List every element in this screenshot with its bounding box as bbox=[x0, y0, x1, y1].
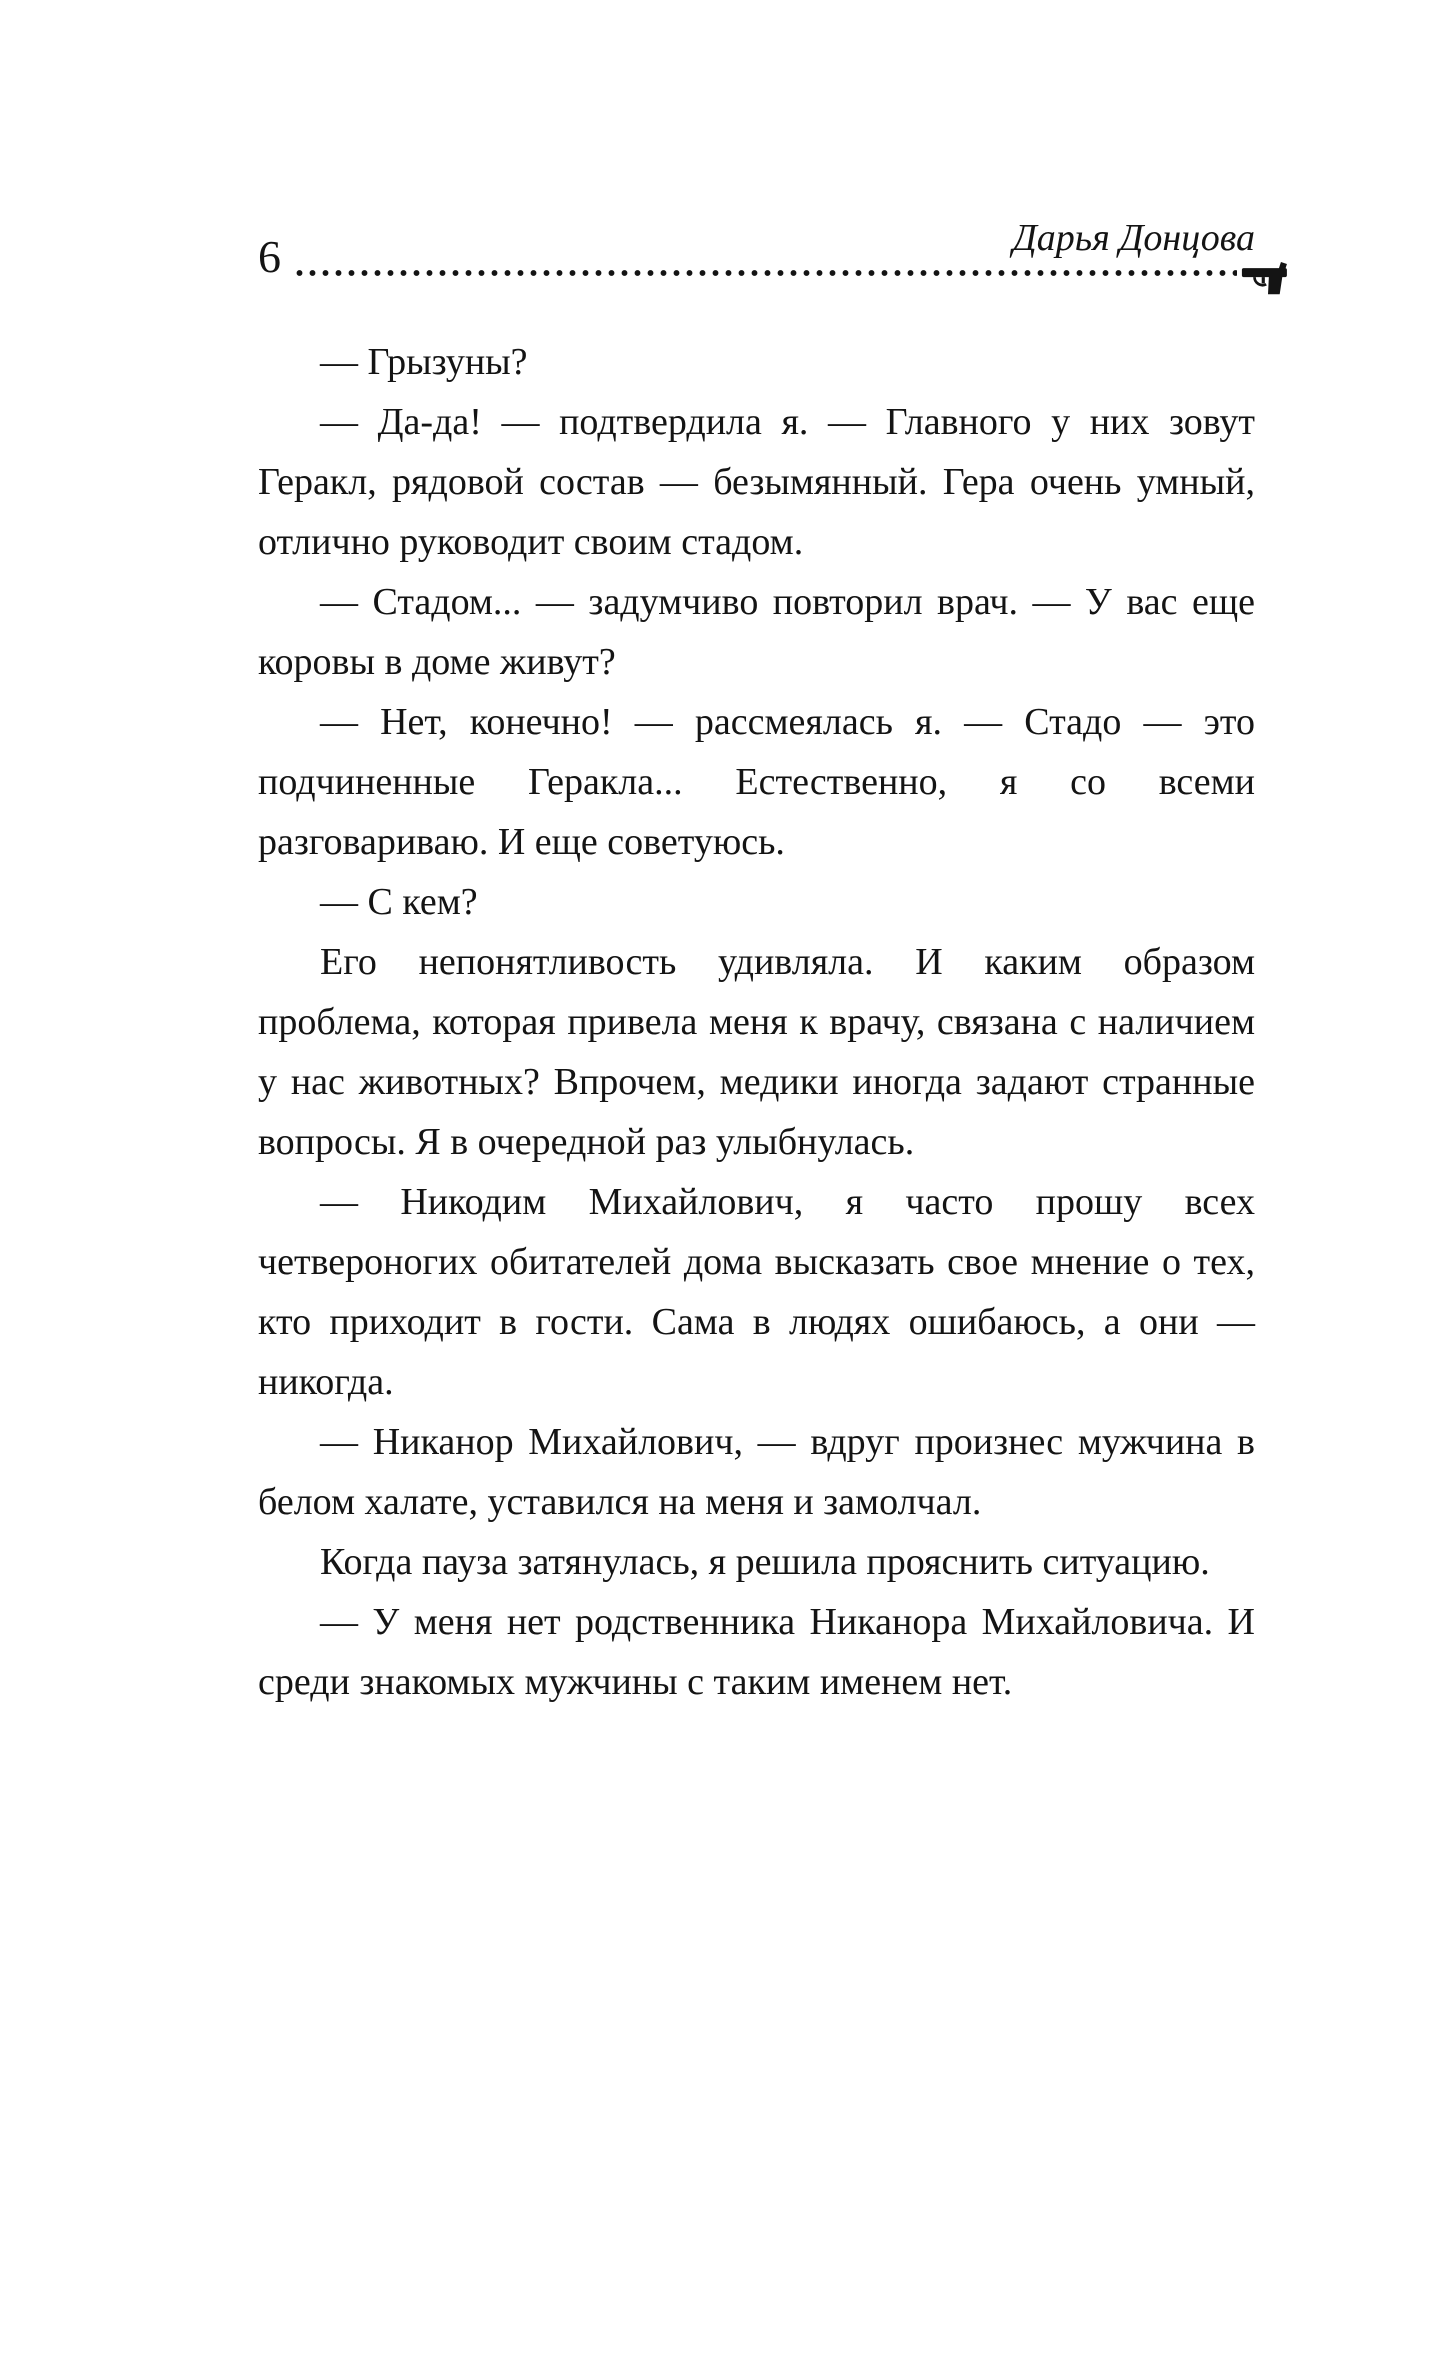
paragraph: — С кем? bbox=[320, 880, 478, 923]
paragraph: — Никанор Михайлович, — вдруг произнес мужчина в белом халате, уставился на меня и замолчал. bbox=[258, 1420, 1255, 1523]
paragraph: — Нет, конечно! — рассмеялась я. — Стадо — это подчиненные Геракла... Естественно, я со всеми разговариваю. И еще советуюсь. bbox=[258, 700, 1255, 863]
page-content bbox=[258, 218, 1255, 1712]
page-number: 6 bbox=[258, 230, 281, 282]
pistol-icon bbox=[1241, 259, 1295, 297]
paragraph: Когда пауза затянулась, я решила прояснить ситуацию. bbox=[320, 1540, 1210, 1583]
paragraph: Его непонятливость удивляла. И каким образом проблема, которая привела меня к врачу, связана с наличием у нас животных? Впрочем, медики иногда задают странные вопросы. Я в очередной раз улыбнулась. bbox=[258, 940, 1255, 1163]
paragraph: — У меня нет родственника Никанора Михайловича. И среди знакомых мужчины с таким именем нет. bbox=[258, 1600, 1255, 1703]
header-rule bbox=[293, 264, 1255, 282]
paragraph: — Никодим Михайлович, я часто прошу всех четвероногих обитателей дома высказать свое мнение о тех, кто приходит в гости. Сама в людях ошибаюсь, а они — никогда. bbox=[258, 1180, 1255, 1403]
page-text bbox=[258, 332, 1255, 1712]
paragraph: — Стадом... — задумчиво повторил врач. — У вас еще коровы в доме живут? bbox=[258, 580, 1255, 683]
author-name: Дарья Донцова bbox=[1012, 217, 1255, 259]
header-right bbox=[293, 218, 1255, 282]
paragraph: — Да-да! — подтвердила я. — Главного у них зовут Геракл, рядовой состав — безымянный. Гера очень умный, отлично руководит своим стадом. bbox=[258, 400, 1255, 563]
dotted-rule bbox=[293, 268, 1237, 278]
paragraph: — Грызуны? bbox=[320, 340, 528, 383]
page-header bbox=[258, 218, 1255, 282]
